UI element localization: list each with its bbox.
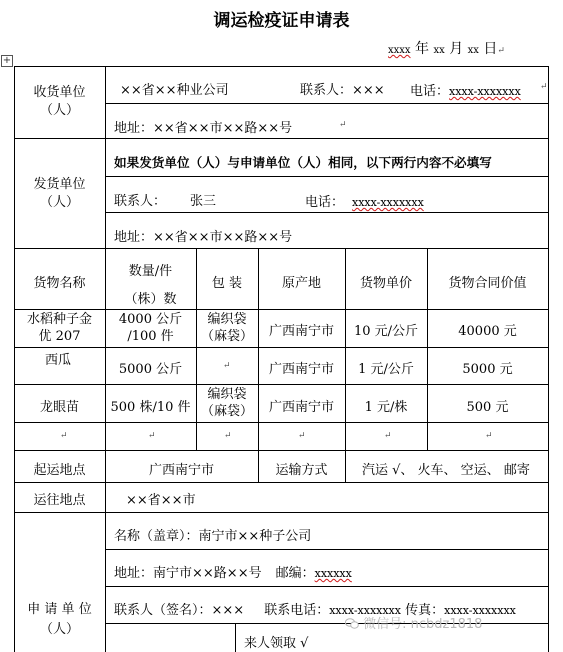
paragraph-mark: ↵ xyxy=(384,431,392,441)
table-row-goods-name: 水稻种子金 优 207 xyxy=(26,312,92,344)
table-row-contract-value: 500 元 xyxy=(466,400,509,415)
destination-value: ××省××市 xyxy=(126,493,196,508)
table-row-packing: 编织袋 （麻袋） xyxy=(200,312,253,344)
applicant-label: 申 请 单 位 （人） xyxy=(27,602,92,637)
sender-label: 发货单位 （人） xyxy=(33,177,86,210)
paragraph-mark: ↵ xyxy=(223,361,231,371)
receiver-label: 收货单位 （人） xyxy=(33,85,86,118)
paragraph-mark: ↵ xyxy=(224,431,232,441)
transport-method-label: 运输方式 xyxy=(275,463,328,478)
paragraph-mark: ↵ xyxy=(148,431,156,441)
header-packing: 包 装 xyxy=(211,276,243,291)
wechat-icon xyxy=(345,618,359,629)
table-row-packing: 编织袋 （麻袋） xyxy=(200,387,253,419)
header-contract-value: 货物合同价值 xyxy=(448,276,527,291)
header-quantity: 数量/件 （株）数 xyxy=(124,264,177,307)
paragraph-mark: ↵ xyxy=(485,431,493,441)
receiver-phone: 电话：xxxx-xxxxxxx xyxy=(410,84,521,99)
sender-phone: 电话： xxxx-xxxxxxx xyxy=(305,195,424,210)
receiver-company: ××省××种业公司 xyxy=(120,83,229,98)
destination-label: 运往地点 xyxy=(33,493,86,508)
header-origin: 原产地 xyxy=(281,276,321,291)
table-row-unit-price: 10 元/公斤 xyxy=(353,324,419,339)
table-row-unit-price: 1 元/公斤 xyxy=(358,362,414,377)
watermark: 微信号: ncbdz1818 xyxy=(345,613,482,632)
table-row-origin: 广西南宁市 xyxy=(268,324,334,339)
table-row-quantity: 4000 公斤 /100 件 xyxy=(118,312,183,344)
table-row-contract-value: 40000 元 xyxy=(458,324,517,339)
transport-method-value: 汽运 √、 火车、 空运、 邮寄 xyxy=(362,463,530,478)
table-row-origin: 广西南宁市 xyxy=(268,362,334,377)
paragraph-mark: ↵ xyxy=(60,431,68,441)
table-row-origin: 广西南宁市 xyxy=(268,400,334,415)
table-row-contract-value: 5000 元 xyxy=(462,362,513,377)
start-location-label: 起运地点 xyxy=(33,463,86,478)
table-row-quantity: 500 株/10 件 xyxy=(110,400,191,415)
receiver-address: 地址：××省××市××路××号 xyxy=(114,121,293,136)
header-unit-price: 货物单价 xyxy=(359,276,412,291)
sender-contact: 联系人： 张三 xyxy=(114,194,217,209)
applicant-name: 名称（盖章）：南宁市××种子公司 xyxy=(114,529,312,544)
table-row-goods-name: 西瓜 xyxy=(45,353,72,368)
paragraph-mark: ↵ xyxy=(339,120,347,130)
start-location-value: 广西南宁市 xyxy=(148,463,214,478)
applicant-address: 地址：南宁市××路××号 邮编：xxxxxx xyxy=(114,566,352,581)
sender-note: 如果发货单位（人）与申请单位（人）相同，以下两行内容不必填写 xyxy=(114,155,492,170)
table-move-handle-icon[interactable]: + xyxy=(2,55,12,66)
document-title: 调运检疫证申请表 xyxy=(213,11,350,31)
receiver-contact: 联系人：××× xyxy=(300,83,385,98)
application-date: xxxx 年 xx 月 xx 日↵ xyxy=(388,41,505,57)
sender-address: 地址：××省××市××路××号 xyxy=(114,230,293,245)
pickup-option: 来人领取 √ xyxy=(244,636,309,651)
header-goods-name: 货物名称 xyxy=(33,276,86,291)
applicant-contact: 联系人（签名）：××× 联系电话：xxxx-xxxxxxx 传真：xxxx-xxxxxxx xyxy=(114,603,516,618)
paragraph-mark: ↵ xyxy=(540,82,548,92)
table-row-quantity: 5000 公斤 xyxy=(118,362,183,377)
table-row-goods-name: 龙眼苗 xyxy=(39,400,79,415)
paragraph-mark: ↵ xyxy=(298,431,306,441)
table-row-unit-price: 1 元/株 xyxy=(364,400,408,415)
